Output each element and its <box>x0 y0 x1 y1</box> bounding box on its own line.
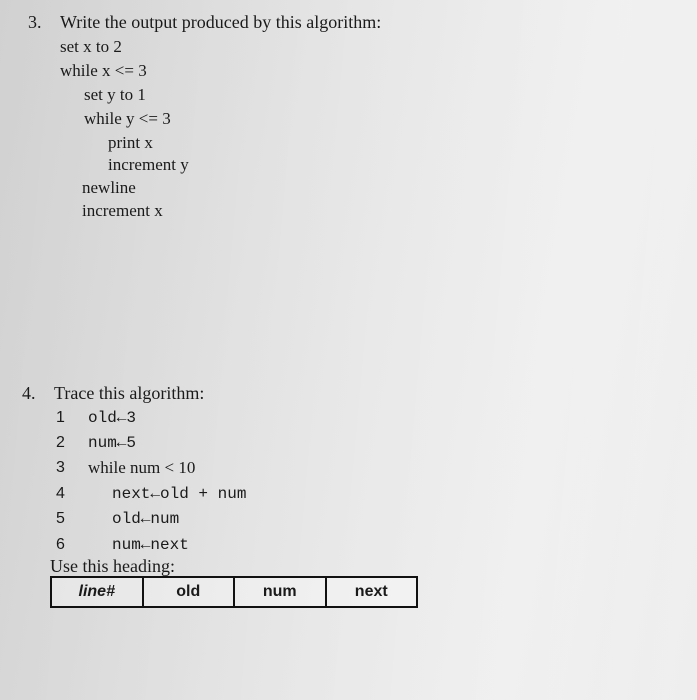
code-line: next←old + num <box>112 485 247 503</box>
q4-number: 4. <box>22 383 36 403</box>
q3-line: while y <= 3 <box>84 109 171 128</box>
code-line: old←num <box>112 510 180 528</box>
q3-title: Write the output produced by this algorithm: <box>60 12 382 32</box>
q3-line: increment x <box>82 201 163 220</box>
q3-number: 3. <box>28 12 42 32</box>
code-line: while num < 10 <box>88 458 196 477</box>
heading-instruction: Use this heading: <box>50 556 175 576</box>
code-line: num←next <box>112 536 189 554</box>
line-number: 2 <box>56 434 65 451</box>
q3-line: increment y <box>108 155 189 174</box>
header-old: old <box>144 578 236 606</box>
q3-line: set x to 2 <box>60 37 122 56</box>
q4-title: Trace this algorithm: <box>54 383 205 403</box>
line-number: 6 <box>56 536 65 553</box>
q3-line: while x <= 3 <box>60 61 147 80</box>
line-number: 1 <box>56 409 65 426</box>
line-number: 3 <box>56 459 65 476</box>
q3-line: set y to 1 <box>84 85 146 104</box>
line-number: 4 <box>56 485 65 502</box>
q3-line: newline <box>82 178 136 197</box>
header-line-number: line# <box>52 578 144 606</box>
code-line: num←5 <box>88 434 137 452</box>
header-next: next <box>354 583 388 600</box>
line-number: 5 <box>56 510 65 527</box>
code-line: old←3 <box>88 409 137 427</box>
header-num: num <box>235 578 327 606</box>
q3-line: print x <box>108 133 153 152</box>
trace-heading-table <box>50 576 418 608</box>
